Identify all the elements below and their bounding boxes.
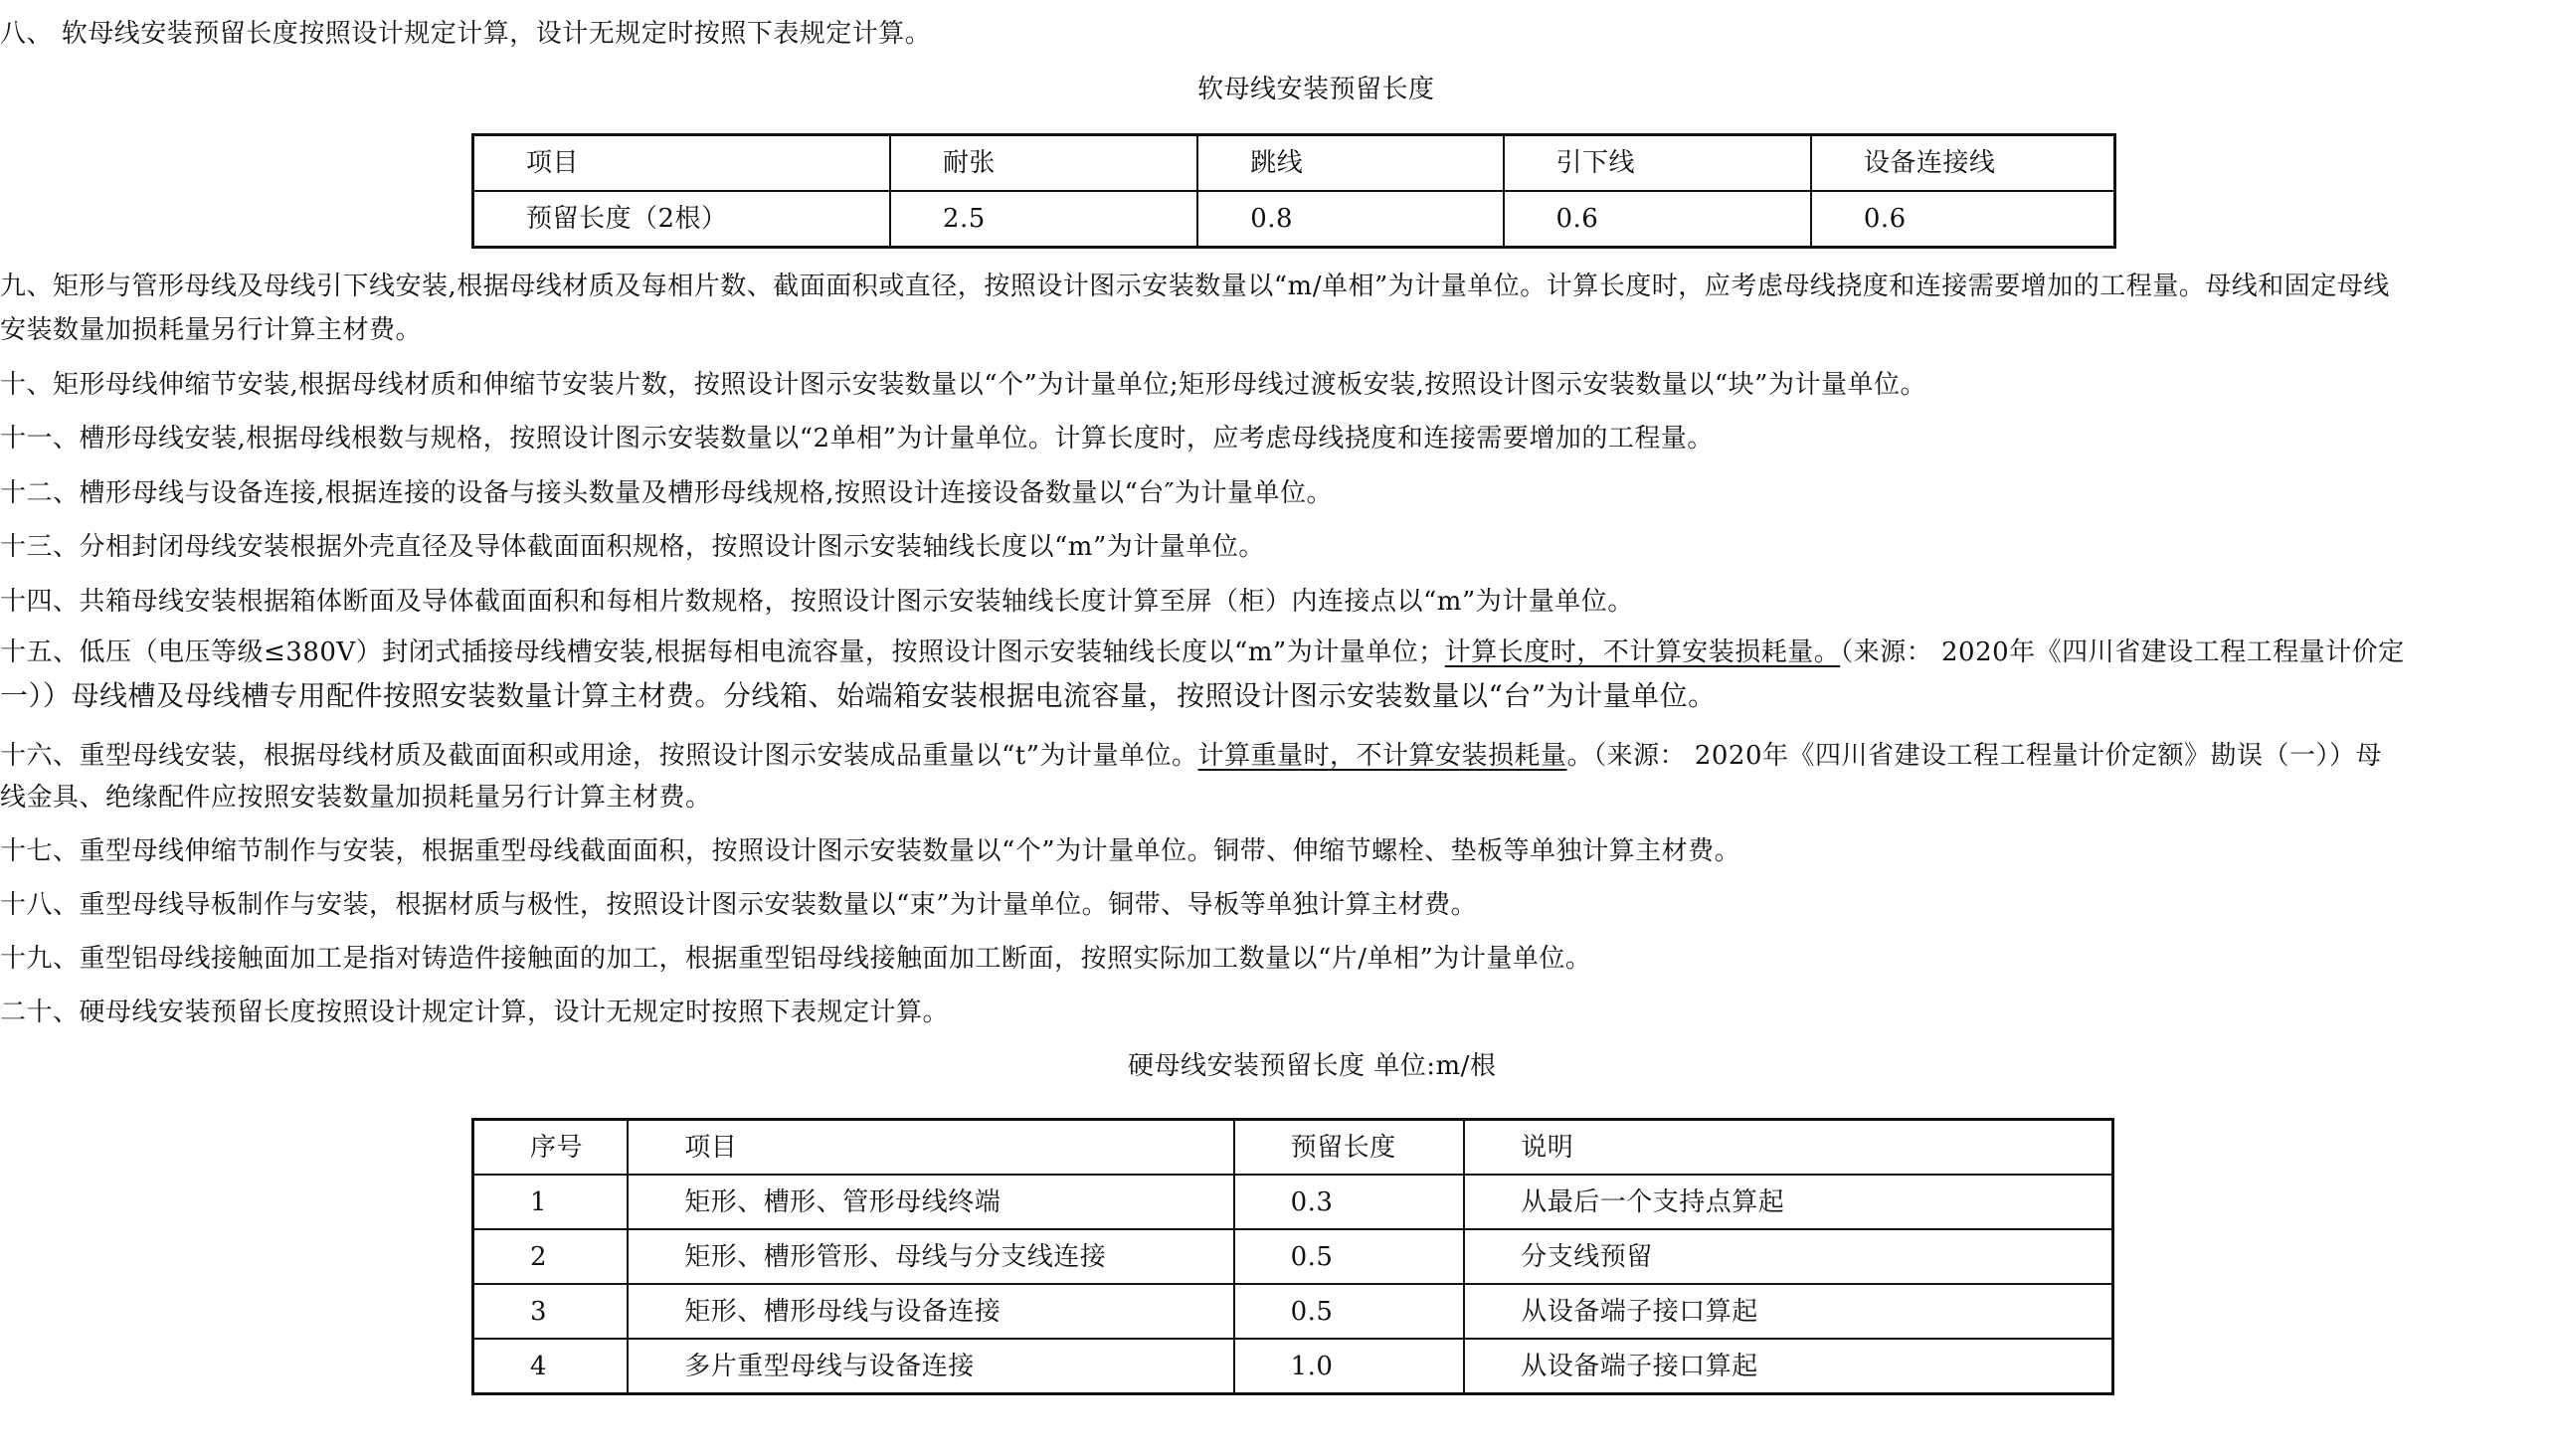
table-row — [473, 1284, 2113, 1339]
table-cell: 0.6 — [1811, 191, 2115, 248]
paragraph-8: 八、 软母线安装预留长度按照设计规定计算，设计无规定时按照下表规定计算。 — [0, 19, 932, 49]
paragraph-12: 十二、槽形母线与设备连接,根据连接的设备与接头数量及槽形母线规格,按照设计连接设备数量以“台″为计量单位。 — [0, 478, 1334, 508]
table-header-cell: 项目 — [628, 1120, 1233, 1176]
paragraph-19: 十九、重型铝母线接触面加工是指对铸造件接触面的加工，根据重型铝母线接触面加工断面，按照实际加工数量以“片/单相”为计量单位。 — [0, 944, 1592, 974]
table-cell: 矩形、槽形管形、母线与分支线连接 — [628, 1229, 1233, 1284]
table-cell: 从设备端子接口算起 — [1464, 1284, 2112, 1339]
table-header-cell: 耐张 — [890, 135, 1197, 192]
table-header-cell: 说明 — [1464, 1120, 2112, 1176]
table-cell: 矩形、槽形母线与设备连接 — [628, 1284, 1233, 1339]
table-cell: 2 — [473, 1229, 629, 1284]
table-cell: 0.5 — [1234, 1284, 1465, 1339]
paragraph-20: 二十、硬母线安装预留长度按照设计规定计算，设计无规定时按照下表规定计算。 — [0, 998, 950, 1027]
paragraph-18: 十八、重型母线导板制作与安装，根据材质与极性，按照设计图示安装数量以“束”为计量单位。铜带、导板等单独计算主材费。 — [0, 890, 1478, 920]
paragraph-15-continued: 一））母线槽及母线槽专用配件按照安装数量计算主材费。分线箱、始端箱安装根据电流容量，按照设计图示安装数量以“台”为计量单位。 — [0, 679, 1717, 712]
table-cell: 1 — [473, 1175, 629, 1229]
table-header-cell: 跳线 — [1197, 135, 1503, 192]
paragraph-15-source: （来源： 2020年《四川省建设工程工程量计价定 — [1840, 637, 2405, 667]
paragraph-15-underlined: 计算长度时，不计算安装损耗量。 — [1444, 637, 1841, 667]
paragraph-16-text: 十六、重型母线安装，根据母线材质及截面面积或用途，按照设计图示安装成品重量以“t”为计量单位。 — [0, 741, 1198, 771]
table-header-cell: 序号 — [473, 1120, 629, 1176]
soft-bus-reserve-table — [471, 133, 2116, 249]
paragraph-15-text: 十五、低压（电压等级≤380V）封闭式插接母线槽安装,根据每相电流容量，按照设计图示安装轴线长度以“m”为计量单位； — [0, 637, 1445, 667]
paragraph-16-continued: 线金具、绝缘配件应按照安装数量加损耗量另行计算主材费。 — [0, 783, 712, 813]
table-cell: 从设备端子接口算起 — [1464, 1339, 2112, 1394]
paragraph-15 — [0, 635, 2405, 670]
table-cell: 分支线预留 — [1464, 1229, 2112, 1284]
paragraph-16 — [0, 738, 2382, 774]
table-header-cell: 设备连接线 — [1811, 135, 2115, 192]
paragraph-17: 十七、重型母线伸缩节制作与安装，根据重型母线截面面积，按照设计图示安装数量以“个”为计量单位。铜带、伸缩节螺栓、垫板等单独计算主材费。 — [0, 836, 1741, 866]
paragraph-16-underlined: 计算重量时，不计算安装损耗量 — [1197, 741, 1567, 771]
table2-caption: 硬母线安装预留长度 单位:m/根 — [1128, 1051, 1497, 1081]
paragraph-13: 十三、分相封闭母线安装根据外壳直径及导体截面面积规格，按照设计图示安装轴线长度以“m”为计量单位。 — [0, 532, 1265, 562]
table-cell: 3 — [473, 1284, 629, 1339]
table-cell: 预留长度（2根） — [473, 191, 890, 248]
paragraph-9-continued: 安装数量加损耗量另行计算主材费。 — [0, 315, 423, 345]
table-cell: 2.5 — [890, 191, 1197, 248]
paragraph-14: 十四、共箱母线安装根据箱体断面及导体截面面积和每相片数规格，按照设计图示安装轴线长度计算至屏（柜）内连接点以“m”为计量单位。 — [0, 587, 1634, 617]
table-header-cell: 项目 — [473, 135, 890, 192]
table-row — [473, 191, 2115, 248]
hard-bus-reserve-table — [471, 1118, 2114, 1395]
table-row — [473, 1229, 2113, 1284]
table-cell: 1.0 — [1234, 1339, 1465, 1394]
table-row — [473, 1339, 2113, 1394]
table-cell: 从最后一个支持点算起 — [1464, 1175, 2112, 1229]
table-cell: 0.3 — [1234, 1175, 1465, 1229]
table-cell: 4 — [473, 1339, 629, 1394]
table-header-cell: 引下线 — [1504, 135, 1811, 192]
paragraph-11: 十一、槽形母线安装,根据母线根数与规格，按照设计图示安装数量以“2单相”为计量单位。计算长度时，应考虑母线挠度和连接需要增加的工程量。 — [0, 424, 1714, 454]
paragraph-10: 十、矩形母线伸缩节安装,根据母线材质和伸缩节安装片数，按照设计图示安装数量以“个”为计量单位;矩形母线过渡板安装,按照设计图示安装数量以“块”为计量单位。 — [0, 370, 1926, 400]
table-cell: 0.5 — [1234, 1229, 1465, 1284]
table-cell: 矩形、槽形、管形母线终端 — [628, 1175, 1233, 1229]
paragraph-9: 九、矩形与管形母线及母线引下线安装,根据母线材质及每相片数、截面面积或直径，按照设计图示安装数量以“m/单相”为计量单位。计算长度时，应考虑母线挠度和连接需要增加的工程量。母线和固定母线 — [0, 272, 2390, 301]
table-header-row — [473, 135, 2115, 192]
table-cell: 多片重型母线与设备连接 — [628, 1339, 1233, 1394]
table-header-row — [473, 1120, 2113, 1176]
paragraph-16-source: 。（来源： 2020年《四川省建设工程工程量计价定额》勘误（一））母 — [1566, 741, 2382, 771]
table-cell: 0.8 — [1197, 191, 1503, 248]
table1-caption: 软母线安装预留长度 — [1197, 75, 1435, 104]
table-cell: 0.6 — [1504, 191, 1811, 248]
table-header-cell: 预留长度 — [1234, 1120, 1465, 1176]
table-row — [473, 1175, 2113, 1229]
